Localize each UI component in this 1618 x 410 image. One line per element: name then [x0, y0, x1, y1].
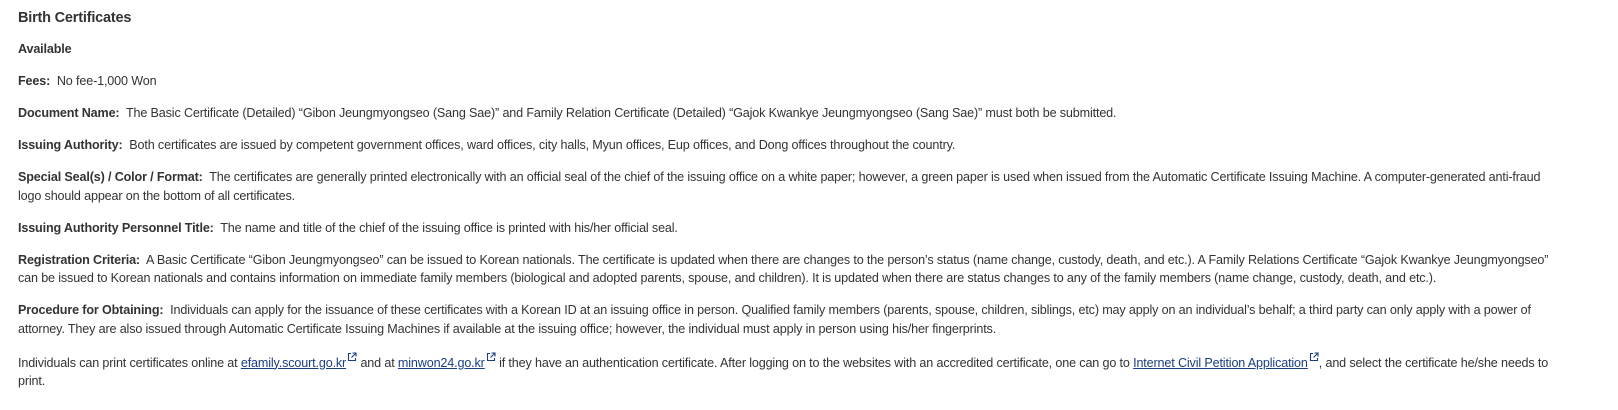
procedure-row [18, 301, 1563, 338]
online-text-2: and at [357, 355, 398, 370]
birth-certificates-section [18, 8, 1563, 404]
availability-status: Available [18, 42, 72, 56]
online-text-3: if they have an authentication certificate. After logging on to the websites with an accredited certificate, one can go to [495, 355, 1134, 370]
procedure-value: Individuals can apply for the issuance of these certificates with a Korean ID at an issuing office in person. Qualified family members (parents, spouse, children, siblings, etc) may apply on an individual’s behalf; a third party can only apply with a power of attorney. They are also issued through Automatic Certificate Issuing Machines if available at the issuing office; however, the individual must apply in person using his/her fingerprints. [18, 303, 1531, 336]
personnel-title-label: Issuing Authority Personnel Title: [18, 220, 214, 235]
personnel-title-value: The name and title of the chief of the issuing office is printed with his/her official seal. [220, 220, 678, 235]
issuing-authority-value: Both certificates are issued by competent government offices, ward offices, city halls, Myun offices, Eup offices, and Dong offices throughout the country. [129, 138, 956, 152]
external-link-icon[interactable] [486, 352, 496, 362]
registration-criteria-value: A Basic Certificate “Gibon Jeungmyongseo” can be issued to Korean nationals. The certificate is updated when there are changes to the person’s status (name change, custody, death, and etc.). A Family Relations Certificate “Gajok Kwankye Jeungmyongseo” can be issued to Korean nationals and contains information on immediate family members (biological and adopted parents, spouse, and children). It is updated when there are status changes to any of the family members (name change, custody, death, and etc.). [18, 252, 1549, 285]
fees-row [18, 72, 1563, 91]
external-link-icon[interactable] [1309, 352, 1319, 362]
online-text-4: , and select the certificate he/she needs to print. [18, 355, 1549, 389]
issuing-authority-label: Issuing Authority: [18, 138, 123, 152]
issuing-authority-row [18, 136, 1563, 155]
document-name-row [18, 104, 1563, 123]
special-seal-value: The certificates are generally printed electronically with an official seal of the chief of the issuing office on a white paper; however, a green paper is used when issued from the Automatic Certificate Issuing Machine. A computer-generated anti-fraud logo should appear on the bottom of all certificates. [18, 170, 1541, 203]
registration-criteria-row [18, 251, 1563, 288]
civil-petition-link[interactable]: Internet Civil Petition Application [1133, 355, 1308, 370]
fees-label: Fees: [18, 74, 51, 88]
procedure-label: Procedure for Obtaining: [18, 303, 164, 317]
efamily-link[interactable]: efamily.scourt.go.kr [240, 355, 347, 370]
external-link-icon[interactable] [347, 352, 357, 362]
document-name-label: Document Name: [18, 106, 120, 120]
page-title: Birth Certificates [18, 10, 132, 26]
fees-value: No fee-1,000 Won [56, 74, 157, 88]
online-printing-paragraph [18, 352, 1563, 391]
minwon24-link[interactable]: minwon24.go.kr [397, 355, 485, 370]
online-text-1: Individuals can print certificates online at [18, 355, 241, 370]
document-name-value: The Basic Certificate (Detailed) “Gibon Jeungmyongseo (Sang Sae)” and Family Relation Certificate (Detailed) “Gajok Kwankye Jeungmyongseo (Sang Sae)” must both be submitted. [125, 106, 1117, 120]
special-seal-label: Special Seal(s) / Color / Format: [18, 170, 203, 184]
personnel-title-row [18, 219, 1563, 238]
registration-criteria-label: Registration Criteria: [18, 252, 140, 267]
special-seal-row [18, 168, 1563, 205]
